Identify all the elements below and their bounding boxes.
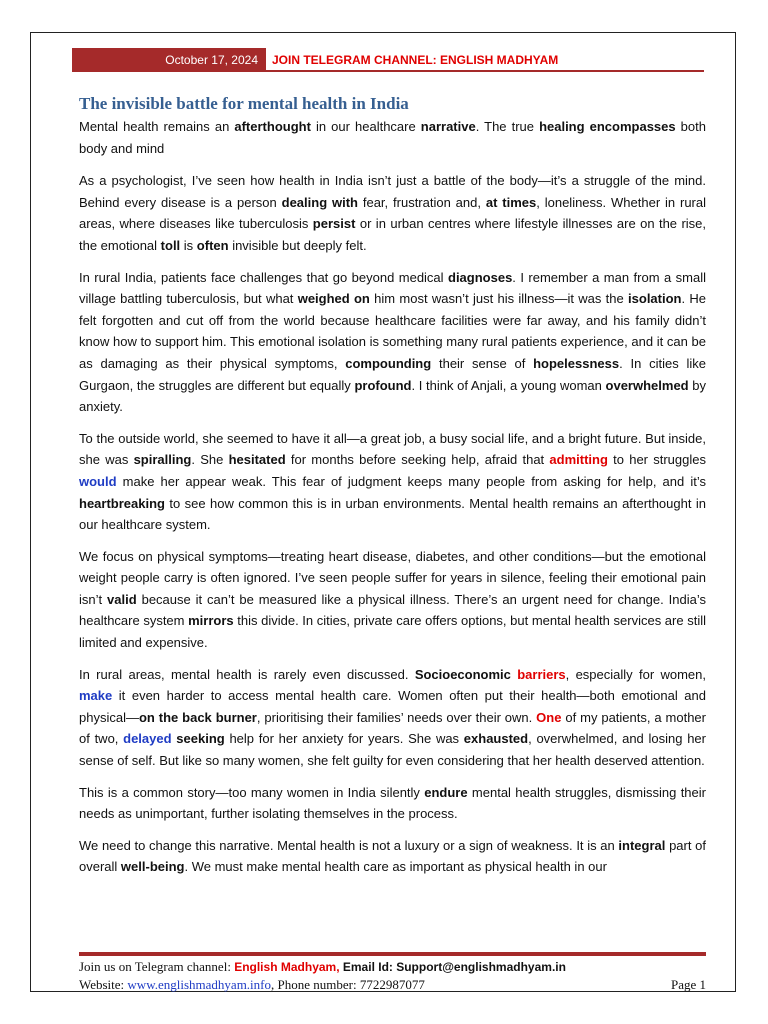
- highlighted-word-red: admitting: [549, 452, 608, 468]
- bold-phrase: Socioeconomic: [414, 666, 511, 682]
- bold-phrase: heartbreaking: [79, 495, 165, 511]
- footer: [79, 958, 706, 993]
- bold-phrase: diagnoses: [448, 269, 513, 285]
- paragraph-6: In rural areas, mental health is rarely even discussed. Socioeconomic barriers, especially for women, make it even harder to access mental health care. Women often put their health—both emotional and physical—on the back burner, prioritising their families’ needs over their own. One of my patients, a mother of two, delayed seeking help for her anxiety for years. She was exhausted, overwhelmed, and losing her sense of self. But like so many women, she felt guilty for even considering that her health deserved attention.: [79, 666, 706, 769]
- bold-phrase: healing encompasses: [539, 119, 676, 134]
- bold-phrase: profound: [354, 377, 412, 393]
- bold-phrase: seeking: [176, 731, 225, 747]
- paragraph-1: Mental health remains an afterthought in our healthcare narrative. The true healing encompasses both body and mind: [79, 119, 706, 156]
- footer-join-text: Join us on Telegram channel:: [79, 959, 235, 974]
- article-title: The invisible battle for mental health in India: [79, 94, 409, 113]
- bold-phrase: overwhelmed: [605, 377, 689, 393]
- footer-website-label: Website:: [79, 977, 128, 992]
- highlighted-word-red: barriers: [517, 666, 566, 682]
- highlighted-word-blue: delayed: [123, 731, 172, 747]
- paragraph-8: We need to change this narrative. Mental health is not a luxury or a sign of weakness. It is an integral part of overall well-being. We must make mental health care as important as physical health in our: [79, 837, 706, 875]
- bold-phrase: often: [196, 237, 229, 253]
- footer-phone: , Phone number: 7722987077: [271, 977, 425, 992]
- bold-phrase: hesitated: [228, 452, 286, 468]
- highlighted-word-blue: make: [79, 688, 113, 704]
- footer-rule: [79, 952, 706, 956]
- bold-phrase: at times: [485, 194, 537, 210]
- bold-phrase: exhausted: [463, 731, 529, 747]
- bold-phrase: toll: [160, 237, 181, 253]
- header-bar: [72, 48, 704, 72]
- paragraph-5: We focus on physical symptoms—treating heart disease, diabetes, and other conditions—but the emotional weight people carry is often ignored. I’ve seen people suffer for years in silence, feeling their emotional pain isn’t valid because it can’t be measured like a physical illness. There’s an urgent need for change. India’s healthcare system mirrors this divide. In cities, private care offers options, but mental health services are still limited and expensive.: [79, 548, 706, 651]
- footer-row-1: [79, 958, 706, 976]
- bold-phrase: well-being: [120, 859, 185, 875]
- page-number: Page 1: [670, 977, 706, 992]
- bold-phrase: weighed on: [297, 291, 370, 307]
- paragraph-3: In rural India, patients face challenges that go beyond medical diagnoses. I remember a man from a small village battling tuberculosis, but what weighed on him most wasn’t just his illness—it was the isolation. He felt forgotten and cut off from the world because healthcare facilities were far away, and his family didn’t know how to support him. This emotional isolation is something many rural patients experience, and it can be as damaging as their physical symptoms, compounding their sense of hopelessness. In cities like Gurgaon, the struggles are different but equally profound. I think of Anjali, a young woman overwhelmed by anxiety.: [79, 269, 707, 415]
- footer-channel-name[interactable]: English Madhyam,: [234, 960, 340, 974]
- bold-phrase: endure: [424, 784, 468, 800]
- bold-phrase: persist: [312, 216, 356, 232]
- footer-row-2: [79, 976, 706, 993]
- bold-phrase: on the back burner: [138, 709, 257, 725]
- header-date: October 17, 2024: [72, 48, 266, 72]
- bold-phrase: spiralling: [133, 452, 192, 468]
- bold-phrase: dealing with: [281, 194, 358, 210]
- footer-email: Email Id: Support@englishmadhyam.in: [339, 960, 566, 974]
- highlighted-word-blue: would: [79, 473, 117, 489]
- bold-phrase: valid: [107, 591, 137, 607]
- bold-phrase: afterthought: [234, 119, 311, 134]
- telegram-banner[interactable]: JOIN TELEGRAM CHANNEL: ENGLISH MADHYAM: [266, 48, 704, 72]
- bold-phrase: mirrors: [188, 613, 234, 629]
- bold-phrase: compounding: [345, 355, 432, 371]
- bold-phrase: isolation: [628, 291, 682, 307]
- highlighted-word-red: One: [536, 709, 562, 725]
- bold-phrase: hopelessness: [533, 355, 620, 371]
- paragraph-2: As a psychologist, I’ve seen how health in India isn’t just a battle of the body—it’s a struggle of the mind. Behind every disease is a person dealing with fear, frustration and, at times, loneliness. Whether in rural areas, where diseases like tuberculosis persist or in urban centres where lifestyle illnesses are on the rise, the emotional toll is often invisible but deeply felt.: [79, 173, 706, 253]
- article: [79, 92, 706, 888]
- paragraph-4: To the outside world, she seemed to have it all—a great job, a busy social life, and a bright future. But inside, she was spiralling. She hesitated for months before seeking help, afraid that admitting to her struggles would make her appear weak. This fear of judgment keeps many people from asking for help, and it’s heartbreaking to see how common this is in urban environments. Mental health remains an afterthought in our healthcare system.: [79, 430, 706, 533]
- paragraph-7: This is a common story—too many women in India silently endure mental health struggles, dismissing their needs as unimportant, further isolating themselves in the process.: [79, 784, 706, 822]
- bold-phrase: narrative: [420, 119, 476, 134]
- bold-phrase: integral: [618, 837, 666, 853]
- footer-website-link[interactable]: www.englishmadhyam.info: [127, 977, 271, 992]
